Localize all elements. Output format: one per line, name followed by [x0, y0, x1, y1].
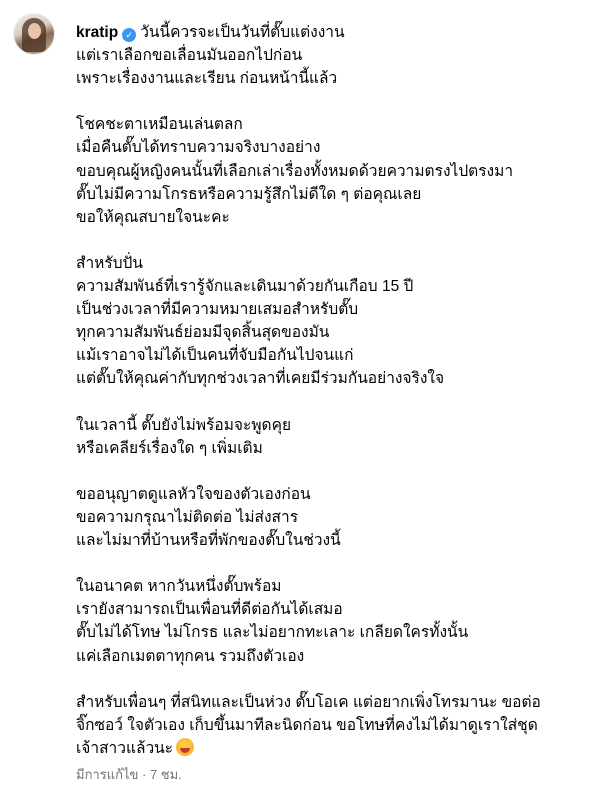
caption-line: ขอบคุณผู้หญิงคนนั้นที่เลือกเล่าเรื่องทั้งหมดด้วยความตรงไปตรงมา — [76, 162, 514, 180]
post-caption — [76, 21, 591, 760]
caption-paragraph — [76, 21, 591, 90]
caption-first-line — [76, 21, 591, 44]
caption-line: ในอนาคต หากวันหนึ่งตั๊บพร้อม — [76, 578, 282, 596]
caption-line — [76, 737, 591, 760]
caption-paragraph — [76, 252, 591, 391]
caption-line: แค่เลือกเมตตาทุกคน รวมถึงตัวเอง — [76, 647, 305, 665]
caption-line: ความสัมพันธ์ที่เรารู้จักและเดินมาด้วยกันเกือบ 15 ปี — [76, 278, 414, 296]
laughing-tears-emoji-icon — [176, 738, 194, 756]
caption-line: และไม่มาที่บ้านหรือที่พักของตั๊บในช่วงนี้ — [76, 532, 341, 550]
username-link[interactable]: kratip — [76, 24, 119, 41]
avatar-face — [28, 23, 41, 39]
caption-line: ในเวลานี้ ตั๊บยังไม่พร้อมจะพูดคุย — [76, 416, 292, 434]
caption-paragraph — [76, 414, 591, 460]
caption-line: ตั๊บไม่มีความโกรธหรือความรู้สึกไม่ดีใด ๆ ต่อคุณเลย — [76, 185, 422, 203]
caption-paragraph — [76, 691, 591, 760]
caption-line: ขอให้คุณสบายใจนะคะ — [76, 208, 230, 226]
caption-line: แต่เราเลือกขอเลื่อนมันออกไปก่อน — [76, 47, 303, 65]
caption-text: วันนี้ควรจะเป็นวันที่ตั๊บแต่งงาน — [140, 24, 345, 41]
caption-line: ขอความกรุณาไม่ติดต่อ ไม่ส่งสาร — [76, 508, 299, 526]
caption-line: โชคชะตาเหมือนเล่นตลก — [76, 116, 243, 134]
post-meta: มีการแก้ไข · 7 ชม. — [76, 767, 182, 782]
caption-line: สำหรับปั่น — [76, 254, 143, 272]
verified-badge-icon: ✓ — [122, 28, 136, 42]
caption-paragraph — [76, 113, 591, 228]
caption-line: แม้เราอาจไม่ได้เป็นคนที่จับมือกันไปจนแก่ — [76, 347, 354, 365]
caption-line: เจ้าสาวแล้วนะ — [76, 739, 174, 757]
caption-line: ทุกความสัมพันธ์ย่อมมีจุดสิ้นสุดของมัน — [76, 324, 330, 342]
caption-line: เพราะเรื่องงานและเรียน ก่อนหน้านี้แล้ว — [76, 70, 338, 88]
caption-line: หรือเคลียร์เรื่องใด ๆ เพิ่มเติม — [76, 439, 263, 457]
caption-line: จิ๊กซอว์ ใจตัวเอง เก็บขึ้นมาทีละนิดก่อน ขอโทษที่คงไม่ได้มาดูเราใส่ชุด — [76, 716, 538, 734]
user-avatar[interactable] — [13, 13, 55, 55]
caption-line: แต่ตั๊บให้คุณค่ากับทุกช่วงเวลาที่เคยมีร่วมกันอย่างจริงใจ — [76, 370, 445, 388]
caption-line: เป็นช่วงเวลาที่มีความหมายเสมอสำหรับตั๊บ — [76, 301, 359, 319]
caption-line: ตั๊บไม่ได้โทษ ไม่โกรธ และไม่อยากทะเลาะ เกลียดใครทั้งนั้น — [76, 624, 469, 642]
caption-line: เมื่อคืนตั๊บได้ทราบความจริงบางอย่าง — [76, 139, 321, 157]
caption-line: ขออนุญาตดูแลหัวใจของตัวเองก่อน — [76, 485, 311, 503]
caption-line: เรายังสามารถเป็นเพื่อนที่ดีต่อกันได้เสมอ — [76, 601, 343, 619]
caption-paragraph — [76, 575, 591, 667]
caption-paragraph — [76, 483, 591, 552]
caption-line: สำหรับเพื่อนๆ ที่สนิทและเป็นห่วง ตั๊บโอเค แต่อยากเพิ่งโทรมานะ ขอต่อ — [76, 693, 541, 711]
